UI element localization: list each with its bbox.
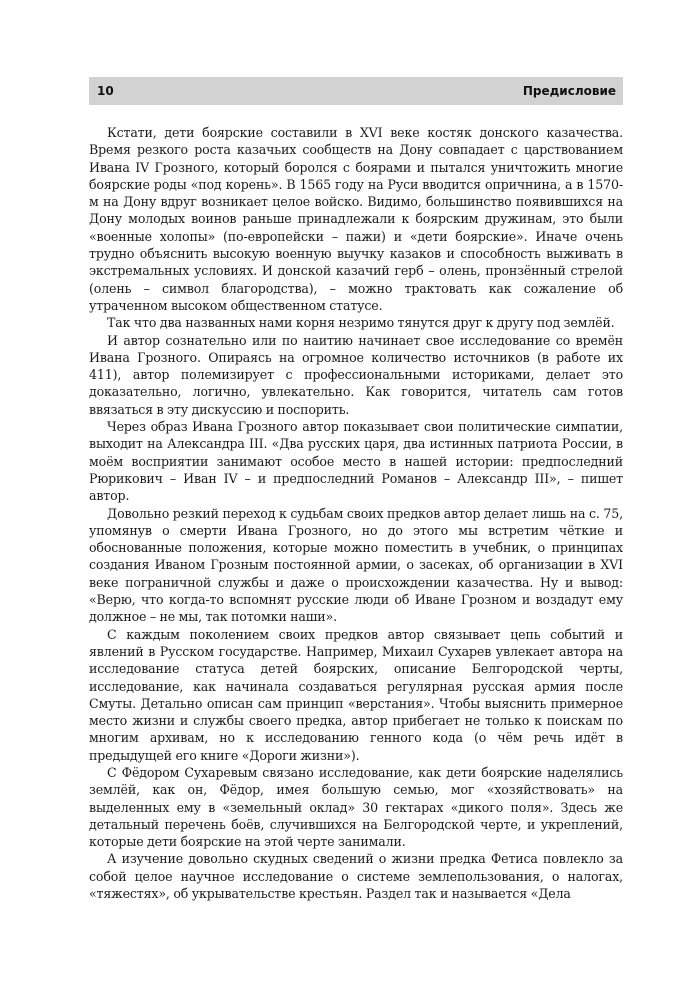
paragraph: Кстати, дети боярские составили в XVI веке костяк донского казачества. Время резкого роста казачьих сообществ на Дону совпадает с царствованием Ивана IV Грозного, который боролся с боярами и пытался уничтожить многие боярские роды «под корень». В 1565 году на Руси вводится опричнина, а в 1570-м на Дону вдруг возникает целое войско. Видимо, большинство появившихся на Дону молодых воинов раньше принадлежали к боярским дружинам, это были «военные холопы» (по-европейски – пажи) и «дети боярские». Иначе очень трудно объяснить высокую военную выучку казаков и способность выживать в экстремальных условиях. И донской казачий герб – олень, пронзённый стрелой (олень – символ благородства), – можно трактовать как сожаление об утраченном высоком общественном статусе. — [89, 125, 623, 313]
paragraph: С Фёдором Сухаревым связано исследование, как дети боярские наделялись землёй, как он, Фёдор, имея большую семью, мог «хозяйствовать» на выделенных ему в «земельный оклад» 30 гектарах «дикого поля». Здесь же детальный перечень боёв, случившихся на Белгородской черте, и укреплений, которые дети боярские на этой черте занимали. — [89, 764, 623, 850]
paragraph: Довольно резкий переход к судьбам своих предков автор делает лишь на с. 75, упомянув о смерти Ивана Грозного, но до этого мы встретим чёткие и обоснованные положения, которые можно поместить в учебник, о принципах создания Иваном Грозным постоянной армии, о засеках, об организации в XVI веке пограничной службы и даже о происхождении казачества. Ну и вывод: «Верю, что когда-то вспомнят русские люди об Иване Грозном и воздадут ему должное – не мы, так потомки наши». — [89, 505, 623, 625]
paragraph: Через образ Ивана Грозного автор показывает свои политические симпатии, выходит на Александра III. «Два русских царя, два истинных патриота России, в моём восприятии занимают особое место в нашей истории: предпоследний Рюрикович – Иван IV – и предпоследний Романов – Александр III», – пишет автор. — [89, 419, 623, 504]
running-header — [89, 77, 623, 105]
paragraph: С каждым поколением своих предков автор связывает цепь событий и явлений в Русском государстве. Например, Михаил Сухарев увлекает автора на исследование статуса детей боярских, описание Белгородской черты, исследование, как начинала создаваться регулярная русская армия после Смуты. Детально описан сам принцип «верстания». Чтобы выяснить примерное место жизни и службы своего предка, автор прибегает не только к поискам по многим архивам, но к исследованию генного кода (о чём речь идёт в предыдущей его книге «Дороги жизни»). — [89, 626, 623, 763]
paragraph: А изучение довольно скудных сведений о жизни предка Фетиса повлекло за собой целое научное исследование о системе землепользования, о налогах, «тяжестях», об укрывательстве крестьян. Раздел так и называется «Дела — [89, 851, 623, 902]
section-title: Предисловие — [522, 84, 616, 98]
paragraph: Так что два названных нами корня незримо тянутся друг к другу под землёй. — [107, 315, 615, 331]
paragraph: И автор сознательно или по наитию начинает свое исследование со времён Ивана Грозного. Опираясь на огромное количество источников (в работе их 411), автор полемизирует с профессиональными историками, делает это доказательно, логично, увлекательно. Как говорится, читатель сам готов ввязаться в эту дискуссию и поспорить. — [89, 332, 623, 417]
body-text — [89, 124, 623, 902]
page-number: 10 — [97, 84, 114, 98]
